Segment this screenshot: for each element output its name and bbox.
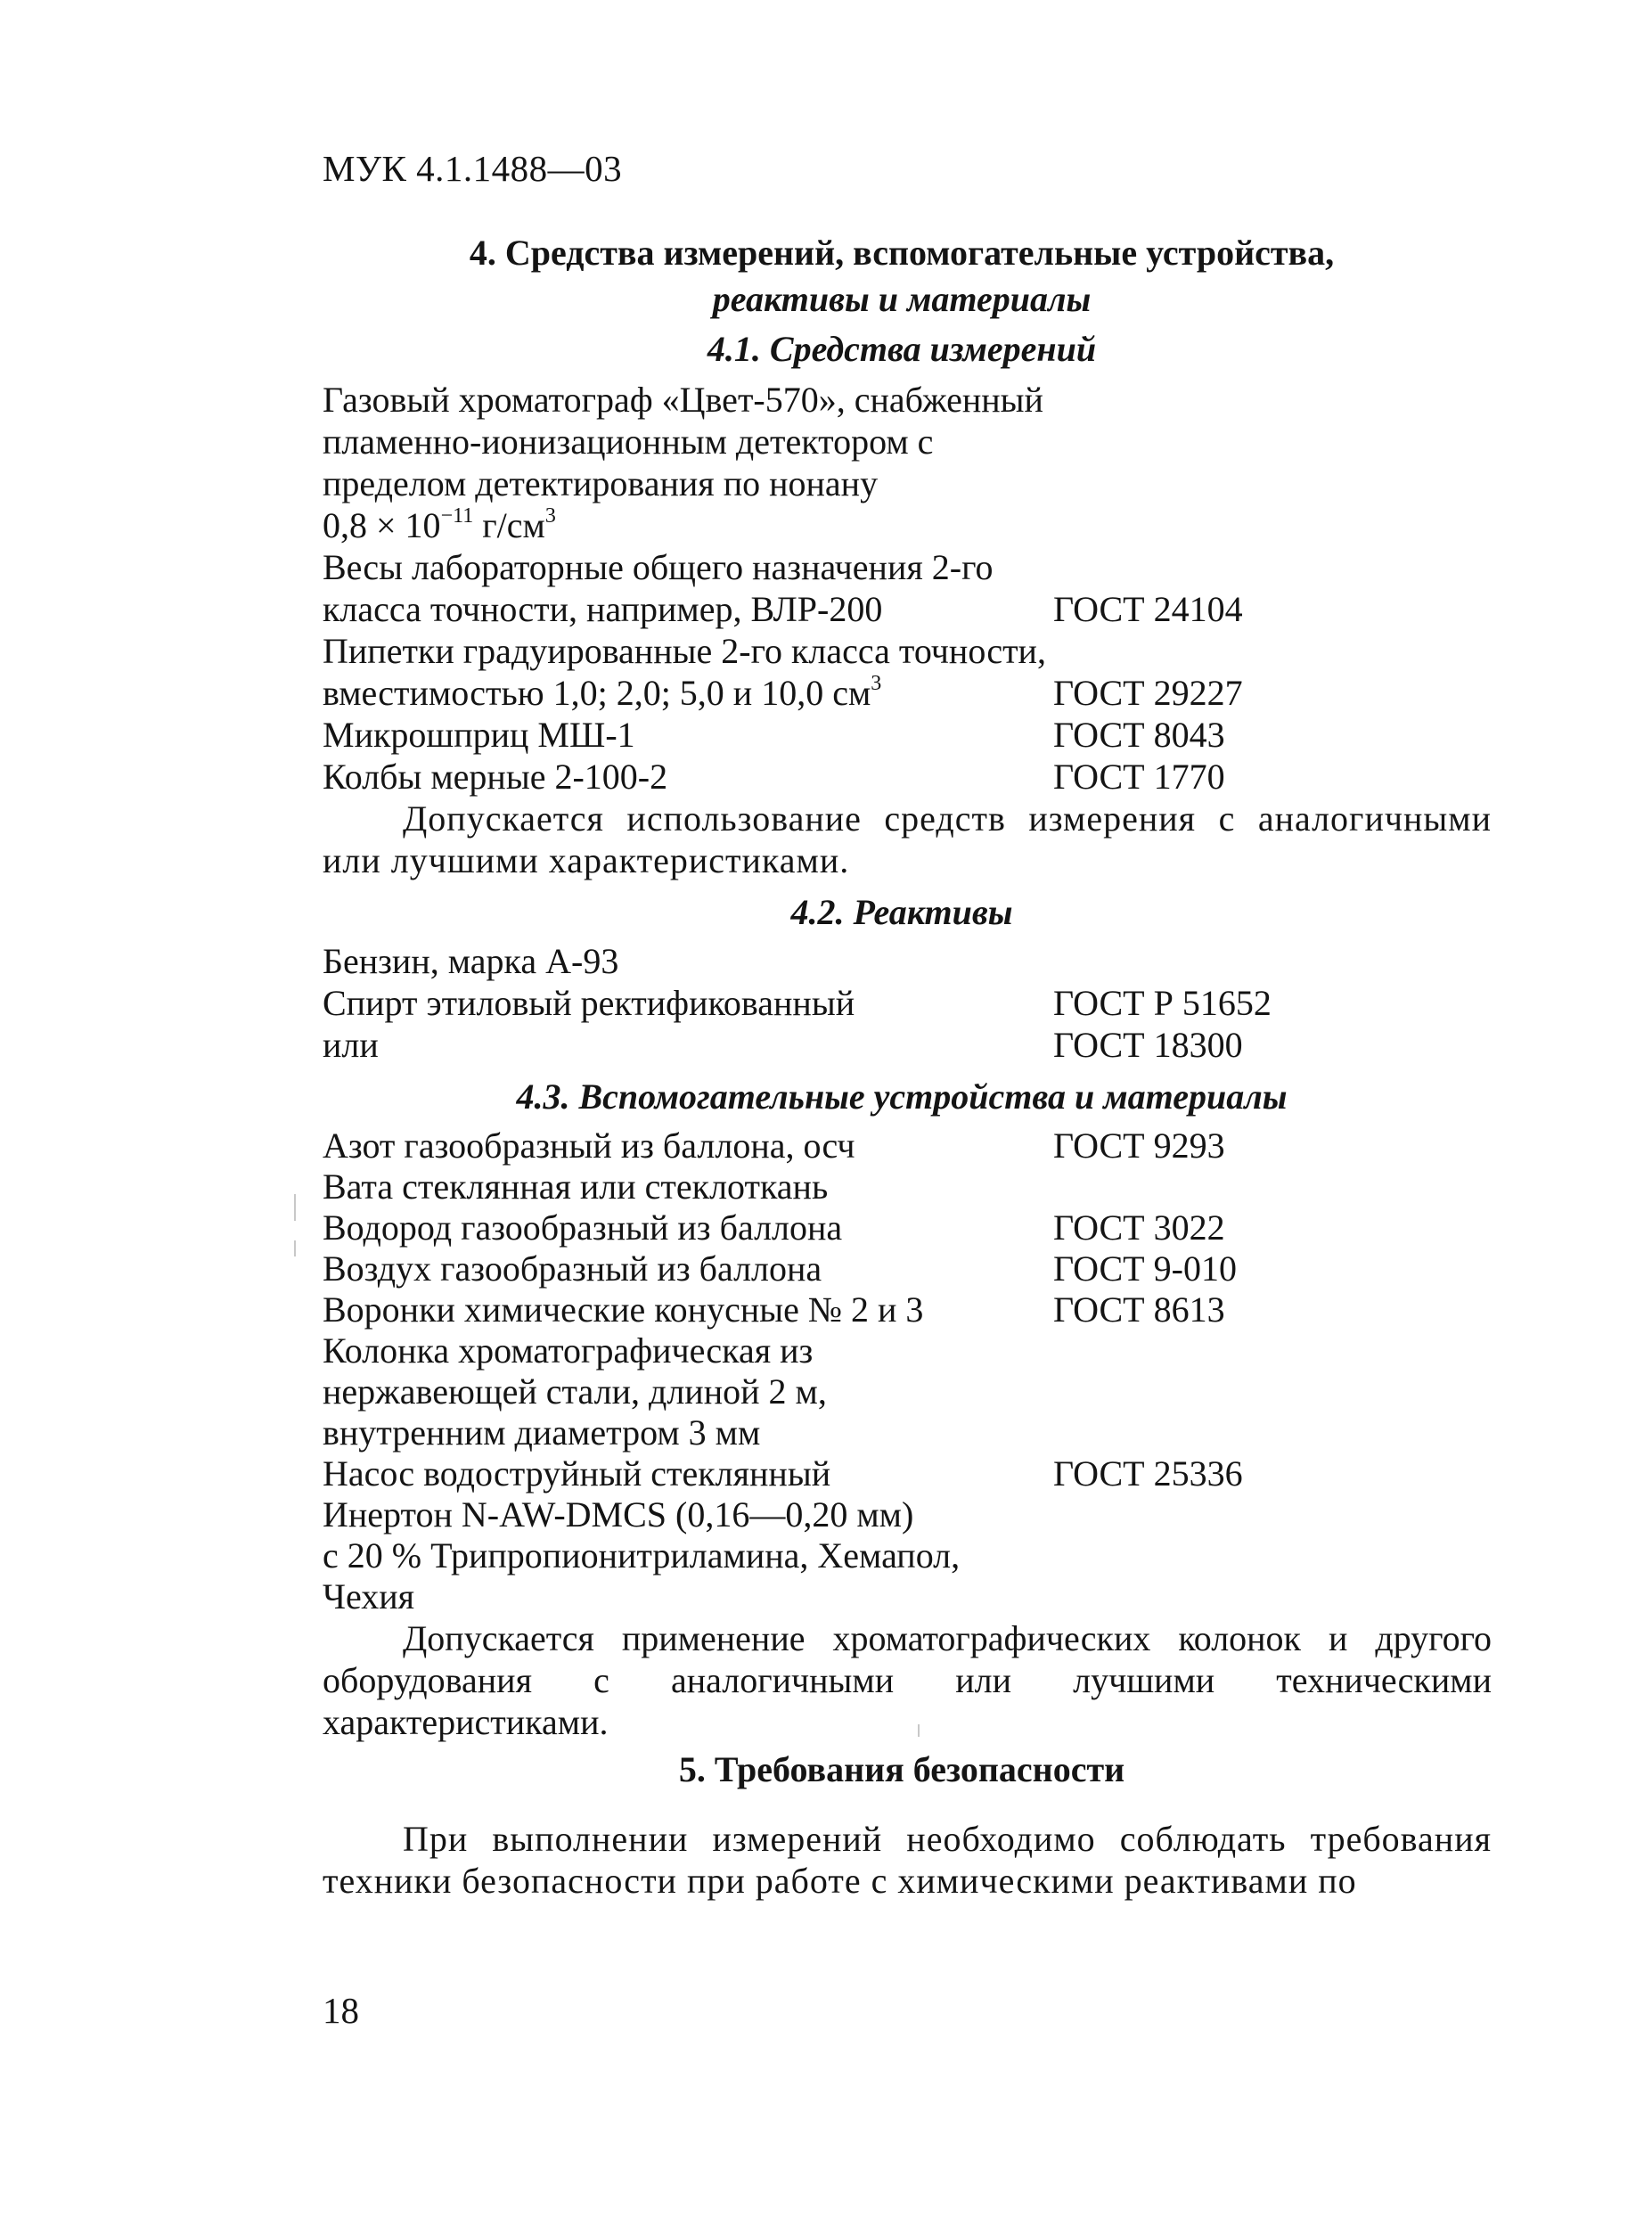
item-standard: ГОСТ 24104 (1053, 589, 1243, 629)
item-name: Воронки химические конусные № 2 и 3 (323, 1289, 924, 1330)
list-item (323, 1207, 1499, 1248)
subsection-4-3-title: 4.3. Вспомогательные устройства и материалы (516, 1076, 1288, 1117)
section-4-title-line2: реактивы и материалы (712, 279, 1092, 319)
list-item (323, 756, 1499, 798)
item-name: пределом детектирования по нонану (323, 463, 879, 503)
item-name: Насос водоструйный стеклянный (323, 1453, 831, 1494)
list-item (323, 1125, 1499, 1166)
subsection-4-2-title: 4.2. Реактивы (790, 892, 1013, 932)
item-name: Азот газообразный из баллона, осч (323, 1125, 855, 1166)
page-number: 18 (323, 1990, 359, 2031)
scan-artifact (918, 1724, 920, 1737)
item-name: Спирт этиловый ректификованный (323, 983, 855, 1023)
list-item (323, 1166, 1499, 1207)
list-item (323, 1330, 1499, 1371)
item-name: Вата стеклянная или стеклоткань (323, 1166, 829, 1207)
subsection-4-1-title: 4.1. Средства измерений (707, 329, 1097, 369)
list-item (323, 982, 1499, 1024)
list-item (323, 1453, 1499, 1494)
list-item (323, 588, 1499, 630)
list-item (323, 630, 1499, 672)
item-name: или (323, 1025, 379, 1065)
list-item (323, 1576, 1499, 1617)
list-item (323, 672, 1499, 714)
list-item (323, 1371, 1499, 1412)
list-item (323, 379, 1499, 421)
note-paragraph: Допускается применение хроматографических колонок и другого оборудования с аналогичными или лучшими техническими характеристиками. (323, 1618, 1492, 1742)
section-5-title: 5. Требования безопасности (678, 1749, 1125, 1789)
scan-artifact (294, 1240, 296, 1256)
item-name: Инертон N-AW-DMCS (0,16—0,20 мм) (323, 1494, 914, 1535)
item-standard: ГОСТ 3022 (1053, 1207, 1225, 1248)
item-name: Воздух газообразный из баллона (323, 1248, 822, 1289)
list-item (323, 714, 1499, 756)
list-item (323, 421, 1499, 462)
item-name: Колонка хроматографическая из (323, 1330, 814, 1371)
item-standard: ГОСТ 8613 (1053, 1289, 1225, 1330)
item-name: с 20 % Трипропионитриламина, Хемапол, (323, 1535, 961, 1576)
list-item (323, 1024, 1499, 1066)
item-standard: ГОСТ 9-010 (1053, 1248, 1237, 1289)
section-4-title-line1: 4. Средства измерений, вспомогательные устройства, (469, 233, 1335, 273)
item-name: Газовый хроматограф «Цвет-570», снабженный (323, 380, 1043, 420)
item-name: Пипетки градуированные 2-го класса точности, (323, 631, 1046, 671)
item-name: внутренним диаметром 3 мм (323, 1412, 761, 1453)
item-name-formula: $0,8 \times 10^{-11}$ $г/см^3$ (323, 503, 556, 545)
item-name: класса точности, например, ВЛР-200 (323, 589, 883, 629)
item-standard: ГОСТ 25336 (1053, 1453, 1243, 1494)
item-standard: ГОСТ 1770 (1053, 757, 1225, 797)
list-item (323, 1494, 1499, 1535)
note-paragraph: Допускается использование средств измерения с аналогичными или лучшими характеристиками. (323, 798, 1492, 880)
item-name-formula: вместимостью 1,0; 2,0; 5,0 и 10,0 $см^3$ (323, 671, 882, 713)
item-standard: ГОСТ 8043 (1053, 715, 1225, 755)
item-name: Водород газообразный из баллона (323, 1207, 843, 1248)
item-name: нержавеющей стали, длиной 2 м, (323, 1371, 827, 1412)
scan-artifact (294, 1194, 296, 1221)
item-name: Весы лабораторные общего назначения 2-го (323, 547, 994, 587)
item-name: Бензин, марка А-93 (323, 941, 619, 981)
item-name: Микрошприц МШ-1 (323, 715, 635, 755)
list-item (323, 1412, 1499, 1453)
item-standard: ГОСТ 9293 (1053, 1125, 1225, 1166)
item-name: Чехия (323, 1576, 415, 1616)
list-item (323, 1248, 1499, 1289)
body-paragraph: При выполнении измерений необходимо соблюдать требования техники безопасности при работе с химическими реактивами по (323, 1819, 1492, 1901)
list-item (323, 462, 1499, 504)
list-item (323, 546, 1499, 588)
list-item (323, 1535, 1499, 1576)
item-name: Колбы мерные 2-100-2 (323, 757, 668, 797)
item-standard: ГОСТ Р 51652 (1053, 983, 1272, 1023)
list-item (323, 1289, 1499, 1330)
list-item (323, 940, 1499, 982)
item-standard: ГОСТ 29227 (1053, 673, 1243, 713)
list-item (323, 504, 1499, 546)
document-code: МУК 4.1.1488—03 (323, 148, 623, 189)
item-name: пламенно-ионизационным детектором с (323, 422, 934, 462)
item-standard: ГОСТ 18300 (1053, 1025, 1243, 1065)
